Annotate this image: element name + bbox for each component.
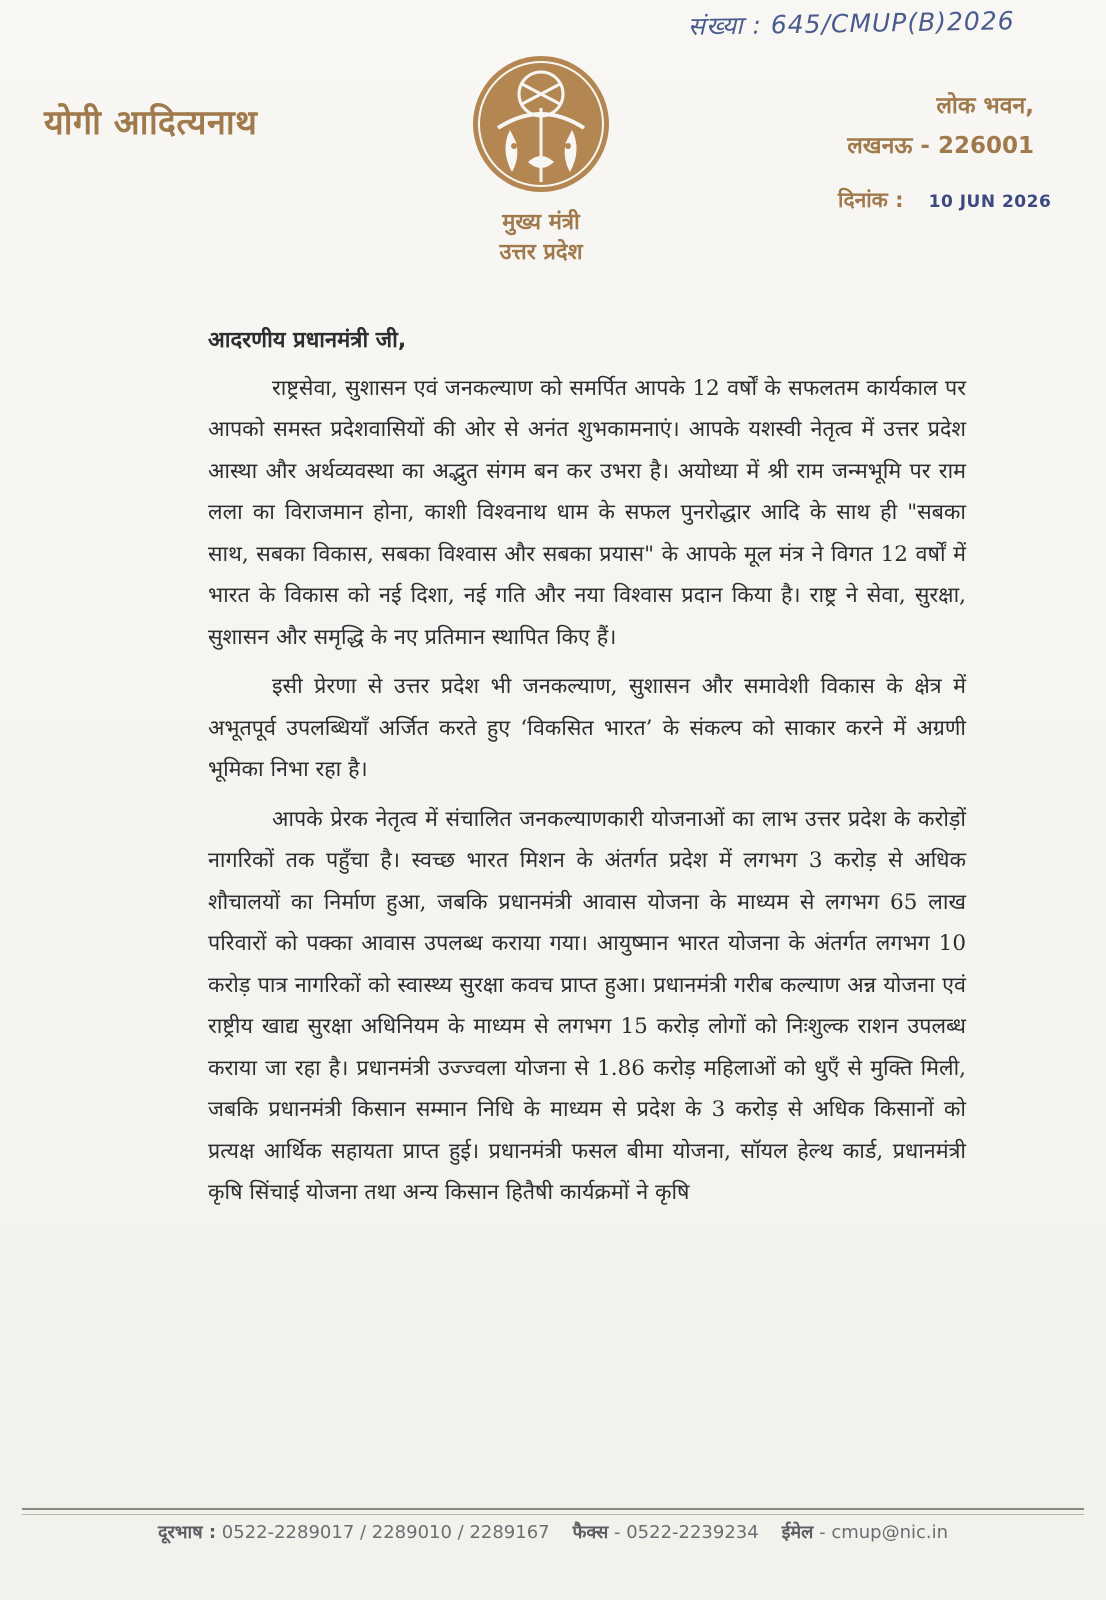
phone-value: 0522-2289017 / 2289010 / 2289167 bbox=[221, 1522, 550, 1543]
office-title-line2: उत्तर प्रदेश bbox=[499, 240, 583, 265]
sender-name: योगी आदित्यनाथ bbox=[44, 103, 258, 143]
email-label: ईमेल bbox=[781, 1522, 814, 1543]
date-label: दिनांक : bbox=[838, 188, 904, 212]
salutation: आदरणीय प्रधानमंत्री जी, bbox=[208, 328, 407, 353]
body-paragraph-1: राष्ट्रसेवा, सुशासन एवं जनकल्याण को समर्पित आपके 12 वर्षों के सफलतम कार्यकाल पर आपको समस्त प्रदेशवासियों की ओर से अनंत शुभकामनाएं। आपके यशस्वी नेतृत्व में उत्तर प्रदेश आस्था और अर्थव्यवस्था का अद्भुत संगम बन कर उभरा है। अयोध्या में श्री राम जन्मभूमि पर राम लला का विराजमान होना, काशी विश्वनाथ धाम के सफल पुनरोद्धार आदि के साथ ही "सबका साथ, सबका विकास, सबका विश्वास और सबका प्रयास" के आपके मूल मंत्र ने विगत 12 वर्षों में भारत के विकास को नई दिशा, नई गति और नया विश्वास प्रदान किया है। राष्ट्र ने सेवा, सुरक्षा, सुशासन और समृद्धि के नए प्रतिमान स्थापित किए हैं। bbox=[208, 375, 966, 650]
phone-label: दूरभाष : bbox=[157, 1522, 217, 1543]
email-value: - cmup@nic.in bbox=[819, 1522, 949, 1543]
reference-number: संख्या : 645/CMUP(B)2026 bbox=[687, 6, 1015, 41]
date-row bbox=[838, 186, 1051, 214]
fax-value: - 0522-2239234 bbox=[614, 1522, 759, 1543]
body-paragraph-3: आपके प्रेरक नेतृत्व में संचालित जनकल्याणकारी योजनाओं का लाभ उत्तर प्रदेश के करोड़ों नागरिकों तक पहुँचा है। स्वच्छ भारत मिशन के अंतर्गत प्रदेश में लगभग 3 करोड़ से अधिक शौचालयों का निर्माण हुआ, जबकि प्रधानमंत्री आवास योजना के माध्यम से लगभग 65 लाख परिवारों को पक्का आवास उपलब्ध कराया गया। आयुष्मान भारत योजना के अंतर्गत लगभग 10 करोड़ पात्र नागरिकों को स्वास्थ्य सुरक्षा कवच प्राप्त हुआ। प्रधानमंत्री गरीब कल्याण अन्न योजना एवं राष्ट्रीय खाद्य सुरक्षा अधिनियम के माध्यम से लगभग 15 करोड़ लोगों को निःशुल्क राशन उपलब्ध कराया जा रहा है। प्रधानमंत्री उज्ज्वला योजना से 1.86 करोड़ महिलाओं को धुएँ से मुक्ति मिली, जबकि प्रधानमंत्री किसान सम्मान निधि के माध्यम से प्रदेश के 3 करोड़ से अधिक किसानों को प्रत्यक्ष आर्थिक सहायता प्राप्त हुई। प्रधानमंत्री फसल बीमा योजना, सॉयल हेल्थ कार्ड, प्रधानमंत्री कृषि सिंचाई योजना तथा अन्य किसान हितैषी कार्यक्रमों ने कृषि bbox=[208, 806, 966, 1205]
up-state-emblem-icon bbox=[470, 50, 612, 198]
date-stamp: 10 JUN 2026 bbox=[928, 192, 1052, 212]
body-paragraph-2: इसी प्रेरणा से उत्तर प्रदेश भी जनकल्याण, सुशासन और समावेशी विकास के क्षेत्र में अभूतपूर्व उपलब्धियाँ अर्जित करते हुए ‘विकसित भारत’ के संकल्प को साकार करने में अग्रणी भूमिका निभा रहा है। bbox=[208, 674, 966, 782]
footer-divider bbox=[22, 1508, 1084, 1515]
footer-contact bbox=[0, 1520, 1106, 1544]
office-title-line1: मुख्य मंत्री bbox=[502, 210, 580, 235]
address-line1: लोक भवन, bbox=[936, 93, 1034, 119]
office-title bbox=[466, 208, 616, 268]
address-line2: लखनऊ - 226001 bbox=[847, 133, 1034, 159]
office-address bbox=[847, 86, 1034, 166]
letter-body bbox=[208, 320, 966, 1222]
fax-label: फैक्स bbox=[572, 1522, 609, 1543]
